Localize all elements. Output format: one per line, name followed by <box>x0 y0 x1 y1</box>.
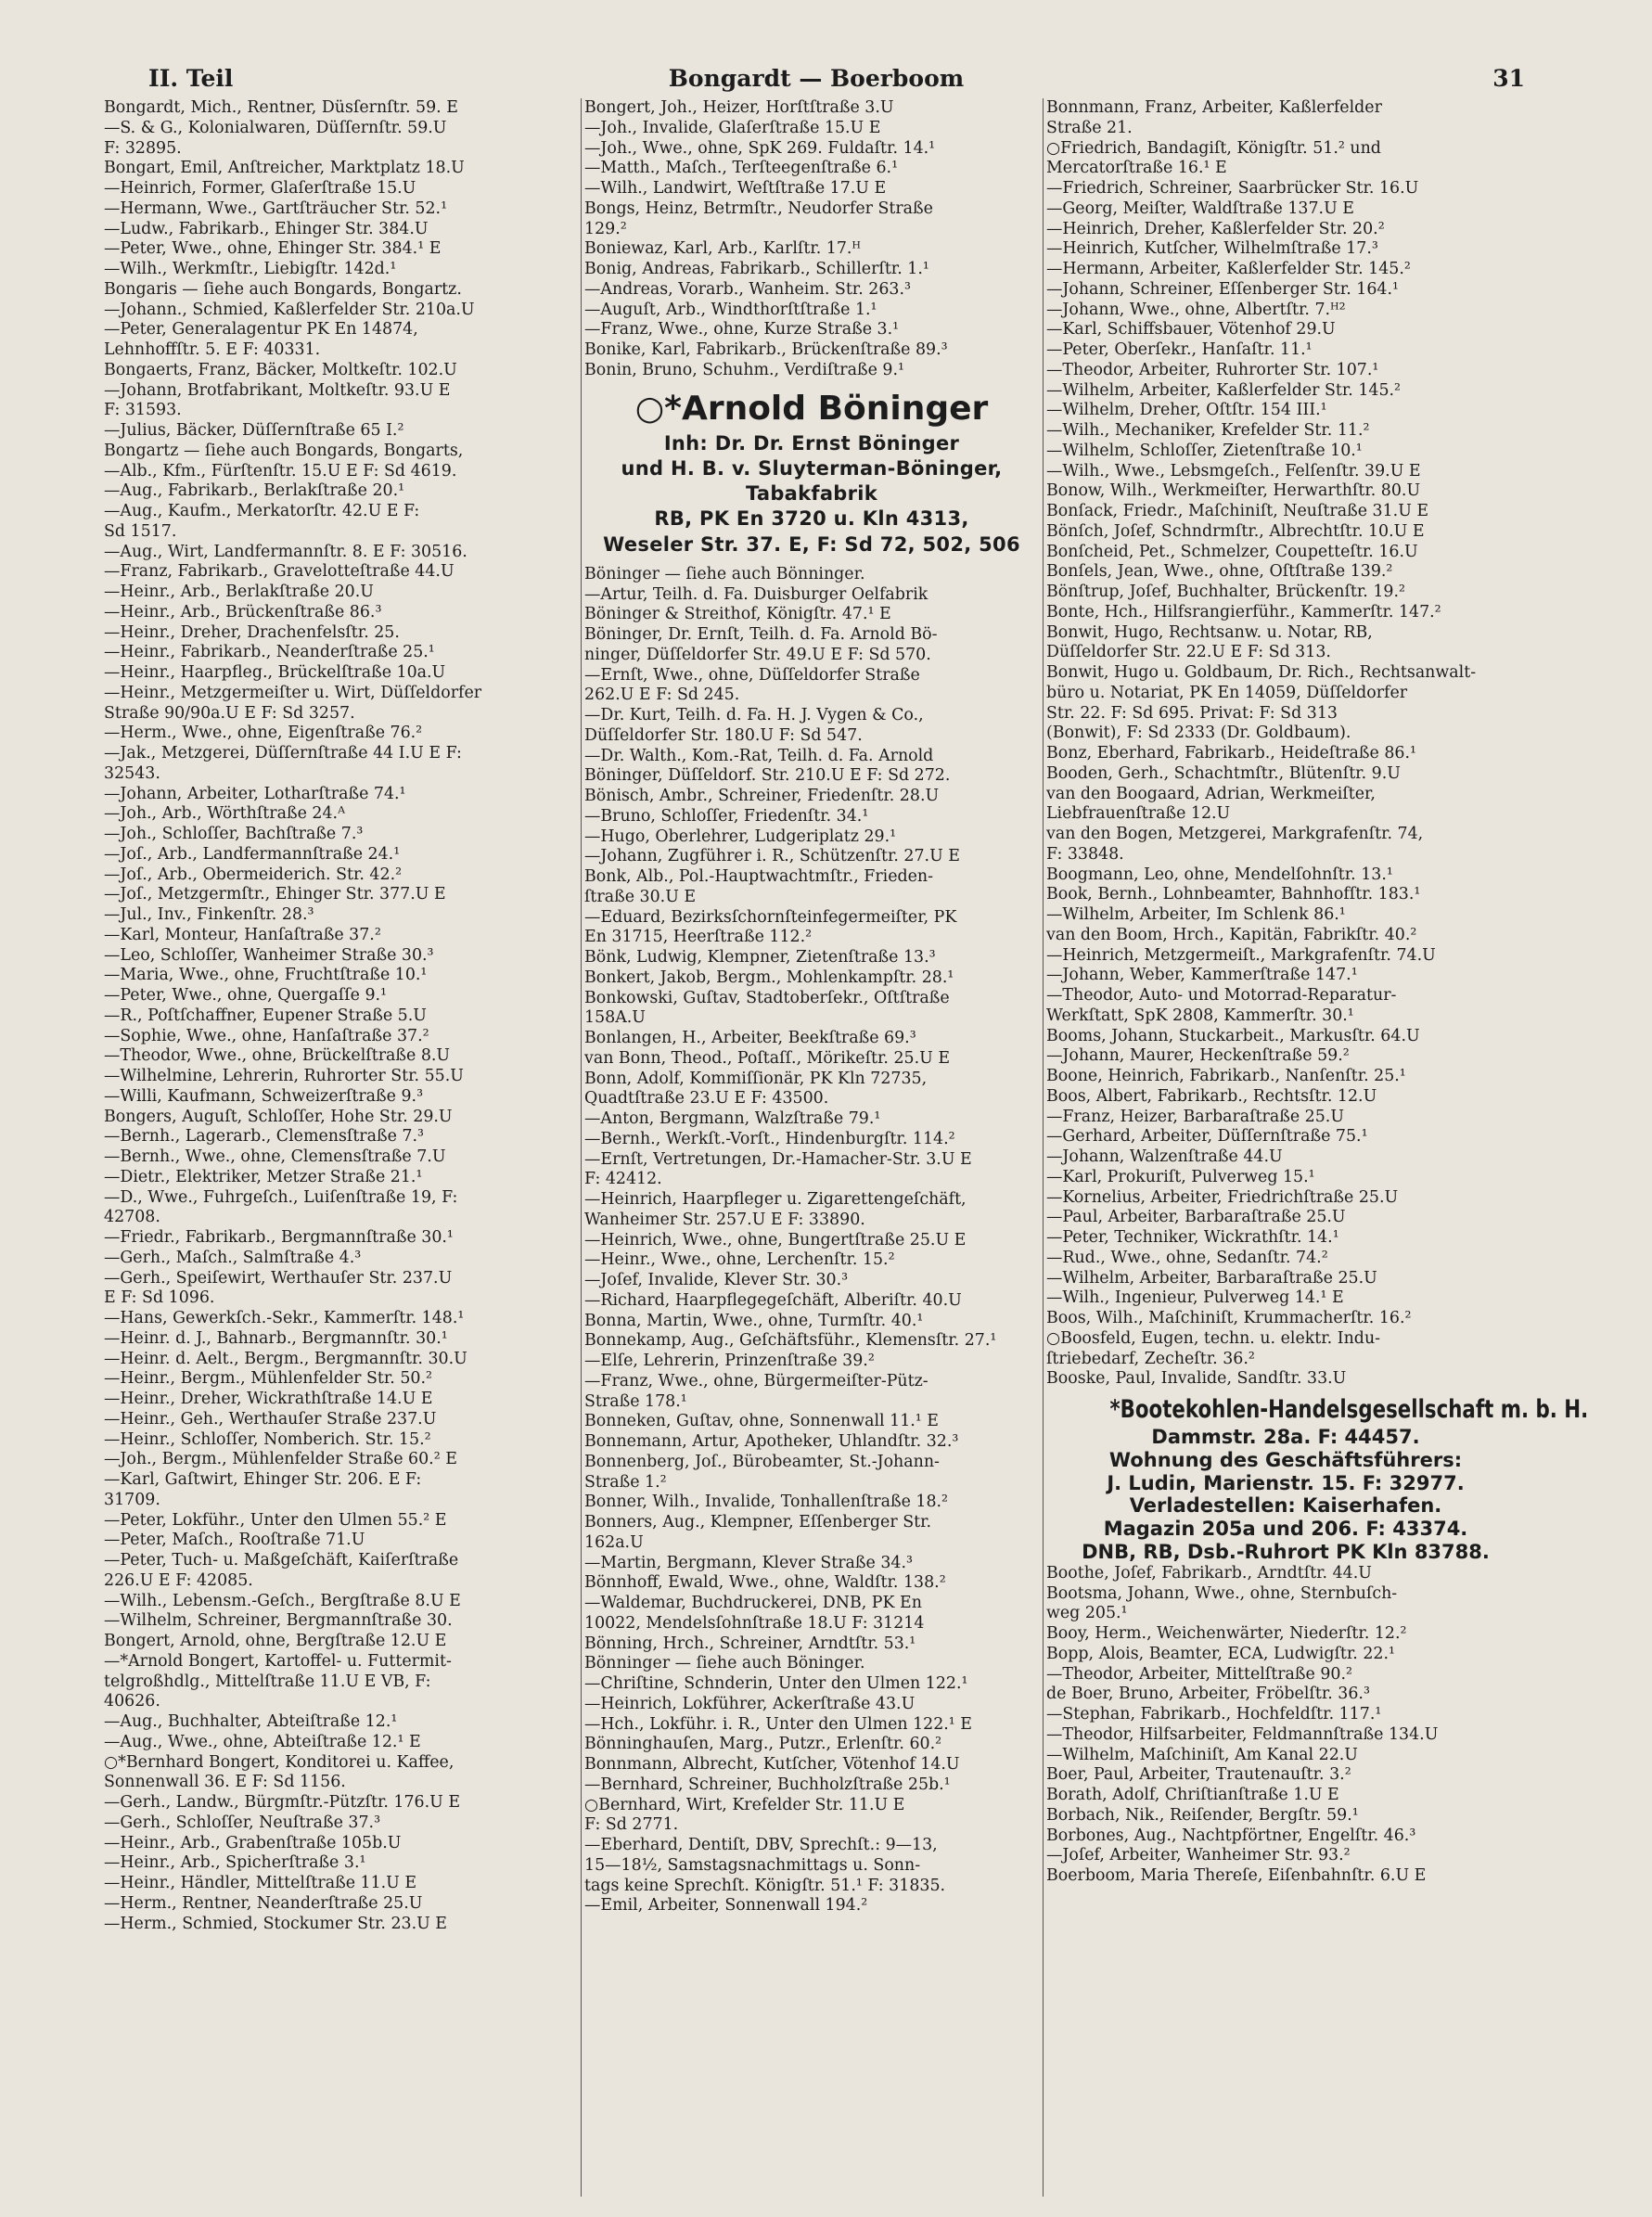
directory-entry-line: ○Boosfeld, Eugen, techn. u. elektr. Indu- <box>1046 1328 1381 1348</box>
directory-entry-line: Bönning, Hrch., Schreiner, Arndtſtr. 53.¹ <box>584 1634 916 1653</box>
directory-entry-line: Bopp, Alois, Beamter, ECA, Ludwigſtr. 22.¹ <box>1046 1644 1395 1663</box>
bootekohlen-ad-title: *Bootekohlen-Handelsgesellschaft m. b. H. <box>1109 1395 1589 1424</box>
directory-entry-line: —Aug., Buchhalter, Abteiſtraße 12.¹ <box>104 1712 398 1731</box>
directory-entry-line: Quadtſtraße 23.U E F: 43500. <box>584 1089 829 1108</box>
bootekohlen-ad-loading: Verladestellen: Kaiserhafen. <box>1129 1494 1442 1518</box>
directory-entry-line: —Wilhelm, Arbeiter, Im Schlenk 86.¹ <box>1046 905 1346 924</box>
directory-entry-line: —Artur, Teilh. d. Fa. Duisburger Oelfabrik <box>584 584 928 604</box>
directory-entry-line: —Ludw., Fabrikarb., Ehinger Str. 384.U <box>104 219 429 238</box>
directory-entry-line: —Heinrich, Metzgermeiſt., Markgrafenſtr. 74.U <box>1046 945 1436 965</box>
directory-entry-line: —Heinr., Arb., Brückenſtraße 86.³ <box>104 602 382 622</box>
directory-entry-line: Bonnenberg, Joſ., Bürobeamter, St.-Johann- <box>584 1452 940 1471</box>
boeninger-ad-accounts: RB, PK En 3720 u. Kln 4313, <box>654 507 969 531</box>
directory-entry-line: —Joh., Invalide, Glaſerſtraße 15.U E <box>584 118 881 137</box>
directory-entry-line: Bonz, Eberhard, Fabrikarb., Heideſtraße 86.¹ <box>1046 744 1416 762</box>
directory-entry-line: —Joh., Arb., Wörthſtraße 24.ᴬ <box>104 804 345 824</box>
directory-entry-line: —Wilh., Mechaniker, Krefelder Str. 11.² <box>1046 421 1370 440</box>
directory-entry-line: Bongert, Joh., Heizer, Horſtſtraße 3.U <box>584 98 894 117</box>
directory-entry-line: Bönisch, Ambr., Schreiner, Friedenſtr. 28.U <box>584 787 940 806</box>
directory-entry-line: —Elſe, Lehrerin, Prinzenſtraße 39.² <box>584 1352 875 1371</box>
directory-entry-line: F: Sd 2771. <box>584 1815 679 1835</box>
directory-entry-line: weg 205.¹ <box>1046 1604 1128 1623</box>
directory-entry-line: Bönſtrup, Joſef, Buchhalter, Brückenſtr. 19.² <box>1046 583 1405 601</box>
directory-entry-line: Bongart, Emil, Anſtreicher, Marktplatz 18.U <box>104 159 465 178</box>
directory-entry-line: —Aug., Fabrikarb., Berlakſtraße 20.¹ <box>104 481 405 501</box>
directory-entry-line: —Paul, Arbeiter, Barbaraſtraße 25.U <box>1046 1208 1346 1227</box>
directory-entry-line: telgroßhdlg., Mittelſtraße 11.U E VB, F: <box>104 1672 431 1691</box>
directory-entry-line: Straße 21. <box>1046 118 1133 137</box>
directory-entry-line: —Heinr., Arb., Spicherſtraße 3.¹ <box>104 1853 366 1873</box>
directory-entry-line: Book, Bernh., Lohnbeamter, Bahnhofſtr. 183.¹ <box>1046 885 1421 904</box>
directory-entry-line: Bönnhoff, Ewald, Wwe., ohne, Waldſtr. 138.² <box>584 1573 946 1593</box>
directory-entry-line: —Theodor, Auto- und Motorrad-Reparatur- <box>1046 986 1397 1005</box>
directory-entry-line: —Aug., Wwe., ohne, Abteiſtraße 12.¹ E <box>104 1732 421 1751</box>
directory-entry-line: —Eduard, Bezirksſchornſteinfegermeiſter, PK <box>584 907 957 927</box>
directory-entry-line: 15—18½, Samstagsnachmittags u. Sonn- <box>584 1855 921 1875</box>
directory-entry-line: —Johann., Schmied, Kaßlerfelder Str. 210a.U <box>104 300 475 319</box>
directory-entry-line: —Joſ., Arb., Landfermannſtraße 24.¹ <box>104 844 401 864</box>
directory-entry-line: —Gerhard, Arbeiter, Düſſernſtraße 75.¹ <box>1046 1127 1368 1147</box>
directory-entry-line: —Andreas, Vorarb., Wanheim. Str. 263.³ <box>584 279 911 299</box>
directory-entry-line: E F: Sd 1096. <box>104 1288 215 1308</box>
directory-entry-line: —Heinrich, Lokführer, Ackerſtraße 43.U <box>584 1694 916 1713</box>
directory-entry-line: F: 32895. <box>104 138 182 158</box>
directory-entry-line: büro u. Notariat, PK En 14059, Düſſeldorfer <box>1046 683 1408 702</box>
directory-entry-line: —Hermann, Arbeiter, Kaßlerfelder Str. 145.² <box>1046 260 1411 278</box>
directory-entry-line: —Wilh., Landwirt, Weſtſtraße 17.U E <box>584 179 887 198</box>
directory-entry-line: Boogmann, Leo, ohne, Mendelſohnſtr. 13.¹ <box>1046 865 1393 884</box>
directory-entry-line: Bonſels, Jean, Wwe., ohne, Oſtſtraße 139.² <box>1046 562 1393 582</box>
directory-entry-line: van Bonn, Theod., Poſtaſſ., Mörikeſtr. 25.U E <box>584 1048 951 1068</box>
directory-entry-line: —Johann, Brotfabrikant, Moltkeſtr. 93.U E <box>104 380 451 400</box>
page-header <box>0 59 1618 96</box>
directory-entry-line: —Franz, Wwe., ohne, Kurze Straße 3.¹ <box>584 320 900 340</box>
directory-entry-line: —Emil, Arbeiter, Sonnenwall 194.² <box>584 1896 868 1916</box>
directory-entry-line: —Rud., Wwe., ohne, Sedanſtr. 74.² <box>1046 1248 1328 1267</box>
boeninger-ad-owners: Inh: Dr. Dr. Ernst Böninger <box>663 431 960 455</box>
directory-entry-line: Boone, Heinrich, Fabrikarb., Nanſenſtr. 25.¹ <box>1046 1067 1406 1085</box>
directory-entry-line: Bonſack, Friedr., Maſchiniſt, Neuſtraße 31.U E <box>1046 502 1429 520</box>
directory-entry-line: —Hch., Lokführ. i. R., Unter den Ulmen 122.¹ E <box>584 1714 973 1734</box>
directory-entry-line: —Anton, Bergmann, Walzſtraße 79.¹ <box>584 1109 881 1129</box>
directory-entry-line: —Bernh., Wwe., ohne, Clemensſtraße 7.U <box>104 1147 446 1166</box>
directory-entry-line: Booden, Gerh., Schachtmſtr., Blütenſtr. 9.U <box>1046 763 1401 783</box>
directory-entry-line: Liebfrauenſtraße 12.U <box>1046 804 1231 824</box>
column-3 <box>1046 98 1589 2195</box>
directory-entry-line: Bonkert, Jakob, Bergm., Mohlenkampſtr. 28.¹ <box>584 968 954 987</box>
directory-entry-line: Boothe, Joſef, Fabrikarb., Arndtſtr. 44.U <box>1046 1563 1372 1583</box>
directory-entry-line: —Sophie, Wwe., ohne, Hanſaſtraße 37.² <box>104 1026 429 1045</box>
directory-entry-line: —Gerh., Schloſſer, Neuſtraße 37.³ <box>104 1813 381 1832</box>
directory-entry-line: van den Bogen, Metzgerei, Markgrafenſtr. 74, <box>1046 825 1424 843</box>
directory-entry-line: Sd 1517. <box>104 521 177 541</box>
directory-entry-line: Bonkowski, Guſtav, Stadtoberſekr., Oſtſtraße <box>584 988 950 1007</box>
directory-entry-line: —Heinrich, Former, Glaſerſtraße 15.U <box>104 179 416 198</box>
directory-entry-line: —Theodor, Hilfsarbeiter, Feldmannſtraße 134.U <box>1046 1724 1439 1744</box>
column-divider-right <box>1043 98 1044 2197</box>
directory-entry-line: Bonow, Wilh., Werkmeiſter, Herwarthſtr. 80.U <box>1046 481 1421 501</box>
page-number: 31 <box>1492 65 1525 92</box>
directory-entry-line: 158A.U <box>584 1008 646 1028</box>
directory-entry-line: —Herm., Schmied, Stockumer Str. 23.U E <box>104 1914 447 1933</box>
directory-entry-line: —Bernh., Lagerarb., Clemensſtraße 7.³ <box>104 1127 424 1147</box>
directory-entry-line: —Theodor, Arbeiter, Ruhrorter Str. 107.¹ <box>1046 360 1379 379</box>
directory-entry-line: —Wilhelmine, Lehrerin, Ruhrorter Str. 55.U <box>104 1067 464 1085</box>
directory-entry-line: 226.U E F: 42085. <box>104 1570 253 1590</box>
directory-entry-line: Bonners, Aug., Klempner, Eſſenberger Str. <box>584 1513 932 1532</box>
directory-entry-line: 162a.U <box>584 1532 644 1552</box>
directory-entry-line: —Peter, Generalagentur PK En 14874, <box>104 320 418 340</box>
directory-entry-line: tags keine Sprechſt. Königſtr. 51.¹ F: 31835. <box>584 1876 946 1895</box>
directory-entry-line: Boerboom, Maria Thereſe, Eiſenbahnſtr. 6.U E <box>1046 1866 1427 1886</box>
boeninger-ad-title <box>584 387 1039 431</box>
boeninger-advertisement <box>584 387 1039 565</box>
directory-entry-line: Wanheimer Str. 257.U E F: 33890. <box>584 1210 865 1229</box>
directory-entry-line: —Heinr. d. J., Bahnarb., Bergmannſtr. 30.¹ <box>104 1328 448 1348</box>
directory-entry-line: ſtriebedarf, Zecheſtr. 36.² <box>1046 1349 1255 1368</box>
directory-entry-line: —Alb., Kfm., Fürſtenſtr. 15.U E F: Sd 4619. <box>104 461 457 481</box>
bootekohlen-ad-residence-label: Wohnung des Geschäftsführers: <box>1108 1448 1463 1471</box>
directory-entry-line: —Georg, Meiſter, Waldſtraße 137.U E <box>1046 199 1354 218</box>
directory-entry-line: 31709. <box>104 1490 160 1509</box>
directory-entry-line: —Auguſt, Arb., Windthorſtſtraße 1.¹ <box>584 300 877 319</box>
directory-entry-line: —Heinrich, Wwe., ohne, Bungertſtraße 25.U E <box>584 1230 967 1249</box>
directory-entry-line: van den Boom, Hrch., Kapitän, Fabrikſtr. 40.² <box>1046 925 1417 944</box>
directory-entry-line: 129.² <box>584 219 627 238</box>
directory-entry-line: F: 31593. <box>104 401 182 420</box>
directory-entry-line: —Dietr., Elektriker, Metzer Straße 21.¹ <box>104 1167 423 1186</box>
directory-entry-line: Bonin, Bruno, Schuhm., Verdiſtraße 9.¹ <box>584 360 904 379</box>
directory-entry-line: Bonwit, Hugo u. Goldbaum, Dr. Rich., Rechtsanwalt- <box>1046 663 1477 682</box>
directory-entry-line: —Julius, Bäcker, Düſſernſtraße 65 I.² <box>104 421 404 440</box>
directory-entry-line: —Wilhelm, Arbeiter, Kaßlerfelder Str. 145.² <box>1046 380 1402 400</box>
directory-entry-line: Bonte, Hch., Hilfsrangierführ., Kammerſtr. 147.² <box>1046 602 1441 622</box>
directory-entry-line: —Heinr., Geh., Werthauſer Straße 237.U <box>104 1409 437 1429</box>
directory-entry-line: ○*Bernhard Bongert, Konditorei u. Kaffee, <box>104 1752 455 1772</box>
directory-entry-line: —Waldemar, Buchdruckerei, DNB, PK En <box>584 1594 922 1613</box>
directory-entry-line: 10022, Mendelsſohnſtraße 18.U F: 31214 <box>584 1613 925 1633</box>
directory-entry-line: Bonnmann, Albrecht, Kutſcher, Vötenhof 14.U <box>584 1755 960 1775</box>
directory-entry-line: —Jul., Inv., Finkenſtr. 28.³ <box>104 905 314 924</box>
boeninger-ad-owners-2: und H. B. v. Sluyterman-Böninger, <box>621 456 1003 480</box>
directory-entry-line: —Friedr., Fabrikarb., Bergmannſtraße 30.¹ <box>104 1228 454 1247</box>
directory-entry-line: —Heinrich, Dreher, Kaßlerfelder Str. 20.² <box>1046 219 1385 238</box>
directory-entry-line: —Friedrich, Schreiner, Saarbrücker Str. 16.U <box>1046 179 1419 198</box>
directory-entry-line: —Ernſt, Wwe., ohne, Düſſeldorfer Straße <box>584 665 920 685</box>
directory-entry-line: Mercatorſtraße 16.¹ E <box>1046 159 1227 178</box>
directory-entry-line: —Johann, Maurer, Heckenſtraße 59.² <box>1046 1046 1350 1066</box>
directory-entry-line: Borath, Adolf, Chriſtianſtraße 1.U E <box>1046 1786 1339 1805</box>
directory-entry-line: Bönninger — ſiehe auch Böninger. <box>584 1654 865 1673</box>
directory-entry-line: —Matth., Maſch., Terſteegenſtraße 6.¹ <box>584 159 899 178</box>
directory-entry-line: —Joh., Schloſſer, Bachſtraße 7.³ <box>104 825 364 843</box>
directory-entry-line: —Dr. Walth., Kom.-Rat, Teilh. d. Fa. Arnold <box>584 746 934 765</box>
directory-entry-line: —Heinr., Fabrikarb., Neanderſtraße 25.¹ <box>104 643 435 662</box>
directory-entry-line: —Theodor, Wwe., ohne, Brückelſtraße 8.U <box>104 1046 451 1066</box>
directory-entry-line: —Karl, Schiffsbauer, Vötenhof 29.U <box>1046 320 1336 340</box>
directory-entry-line: —Peter, Techniker, Wickrathſtr. 14.¹ <box>1046 1228 1339 1247</box>
directory-entry-line: 40626. <box>104 1692 160 1711</box>
directory-entry-line: ſtraße 30.U E <box>584 887 697 906</box>
directory-entry-line: —Gerh., Maſch., Salmſtraße 4.³ <box>104 1248 362 1267</box>
directory-entry-line: —Franz, Fabrikarb., Gravelotteſtraße 44.U <box>104 562 455 582</box>
column-3-entries-bottom <box>1046 1564 1525 1887</box>
directory-entry-line: —Wilhelm, Schloſſer, Zietenſtraße 10.¹ <box>1046 441 1363 460</box>
directory-entry-line: —Wilhelm, Arbeiter, Barbaraſtraße 25.U <box>1046 1268 1377 1288</box>
directory-entry-line: —Richard, Haarpflegegeſchäft, Alberiſtr. 40.U <box>584 1290 962 1310</box>
directory-entry-line: —Bernhard, Schreiner, Buchholzſtraße 25b.¹ <box>584 1775 951 1794</box>
directory-entry-line: —Heinrich, Kutſcher, Wilhelmſtraße 17.³ <box>1046 239 1378 259</box>
directory-entry-line: 262.U E F: Sd 245. <box>584 686 740 705</box>
directory-entry-line: Bonnemann, Artur, Apotheker, Uhlandſtr. 32.³ <box>584 1432 959 1452</box>
directory-entry-line: —Joſef, Invalide, Klever Str. 30.³ <box>584 1271 849 1290</box>
directory-entry-line: Bönninghauſen, Marg., Putzr., Erlenſtr. 60.² <box>584 1735 942 1754</box>
directory-entry-line: —Karl, Prokuriſt, Pulverweg 15.¹ <box>1046 1167 1315 1186</box>
directory-entry-line: —Hans, Gewerkſch.-Sekr., Kammerſtr. 148.¹ <box>104 1309 465 1327</box>
column-2-entries-bottom <box>584 565 1039 1916</box>
bootekohlen-ad-manager: J. Ludin, Marienstr. 15. F: 32977. <box>1107 1471 1465 1494</box>
directory-entry-line: —Ernſt, Vertretungen, Dr.-Hamacher-Str. 3.U E <box>584 1149 972 1169</box>
directory-entry-line: Boos, Wilh., Maſchiniſt, Krummacherſtr. 16.² <box>1046 1309 1412 1327</box>
directory-entry-line: —Karl, Gaſtwirt, Ehinger Str. 206. E F: <box>104 1470 422 1489</box>
directory-entry-line: Bonner, Wilh., Invalide, Tonhallenſtraße 18.² <box>584 1493 949 1512</box>
directory-entry-line: ○Friedrich, Bandagiſt, Königſtr. 51.² und <box>1046 138 1381 158</box>
directory-entry-line: Bonnekamp, Aug., Geſchäftsführ., Klemensſtr. 27.¹ <box>584 1331 997 1351</box>
directory-entry-line: —Heinr., Bergm., Mühlenfelder Str. 50.² <box>104 1369 432 1389</box>
directory-entry-line: —Peter, Oberſekr., Hanſaſtr. 11.¹ <box>1046 340 1313 359</box>
directory-entry-line: —Heinr., Schloſſer, Nomberich. Str. 15.² <box>104 1429 431 1449</box>
directory-entry-line: —Heinr., Metzgermeiſter u. Wirt, Düſſeldorfer <box>104 683 482 702</box>
directory-entry-line: —Karl, Monteur, Hanſaſtraße 37.² <box>104 925 381 944</box>
directory-entry-line: —Johann, Schreiner, Eſſenberger Str. 164.¹ <box>1046 279 1399 299</box>
directory-entry-line: —Heinr., Dreher, Wickrathſtraße 14.U E <box>104 1390 433 1408</box>
directory-entry-line: Booy, Herm., Weichenwärter, Niederſtr. 12.² <box>1046 1624 1407 1644</box>
directory-entry-line: —Heinr. d. Aelt., Bergm., Bergmannſtr. 30.U <box>104 1349 467 1368</box>
directory-entry-line: —Joh., Wwe., ohne, SpK 269. Fuldaſtr. 14.¹ <box>584 138 936 158</box>
directory-entry-line: Bongaris — ſiehe auch Bongards, Bongartz. <box>104 279 462 299</box>
directory-entry-line: Böninger, Dr. Ernſt, Teilh. d. Fa. Arnold Bö- <box>584 625 938 645</box>
column-2 <box>584 98 1039 2195</box>
directory-entry-line: (Bonwit), F: Sd 2333 (Dr. Goldbaum). <box>1046 724 1351 743</box>
directory-entry-line: Bonneken, Guſtav, ohne, Sonnenwall 11.¹ E <box>584 1412 939 1431</box>
directory-entry-line: Böninger & Streithof, Königſtr. 47.¹ E <box>584 605 891 624</box>
directory-entry-line: —Herm., Rentner, Neanderſtraße 25.U <box>104 1893 423 1913</box>
directory-entry-line: F: 33848. <box>1046 844 1124 864</box>
directory-entry-line: Lehnhoffſtr. 5. E F: 40331. <box>104 340 321 359</box>
directory-entry-line: —Johann, Zugführer i. R., Schützenſtr. 27.U E <box>584 847 960 866</box>
directory-entry-line: —*Arnold Bongert, Kartoffel- u. Futtermit- <box>104 1651 452 1671</box>
directory-entry-line: Düſſeldorfer Str. 180.U F: Sd 547. <box>584 725 863 745</box>
directory-entry-line: Boos, Albert, Fabrikarb., Rechtsſtr. 12.U <box>1046 1086 1377 1106</box>
directory-entry-line: Böninger — ſiehe auch Bönninger. <box>584 564 865 583</box>
directory-entry-line: Bonike, Karl, Fabrikarb., Brückenſtraße 89.³ <box>584 340 948 359</box>
directory-entry-line: van den Boogaard, Adrian, Werkmeiſter, <box>1046 784 1376 803</box>
directory-entry-line: Booms, Johann, Stuckarbeit., Markusſtr. 64.U <box>1046 1026 1420 1045</box>
directory-entry-line: —S. & G., Kolonialwaren, Düſſernſtr. 59.U <box>104 118 447 137</box>
directory-entry-line: —Peter, Tuch- u. Maßgeſchäft, Kaiſerſtraße <box>104 1551 459 1570</box>
directory-entry-line: Bongardt, Mich., Rentner, Düsſernſtr. 59. E <box>104 98 458 117</box>
directory-entry-line: 32543. <box>104 763 160 783</box>
bootekohlen-advertisement <box>1046 1393 1589 1564</box>
directory-entry-line: —Franz, Wwe., ohne, Bürgermeiſter-Pütz- <box>584 1371 928 1390</box>
directory-entry-line: Böninger, Düſſeldorf. Str. 210.U E F: Sd 272. <box>584 766 951 786</box>
bootekohlen-ad-magazine: Magazin 205a und 206. F: 43374. <box>1103 1518 1468 1541</box>
directory-entry-line: Bootsma, Johann, Wwe., ohne, Sternbuſch- <box>1046 1583 1398 1603</box>
directory-entry-line: —Franz, Heizer, Barbaraſtraße 25.U <box>1046 1107 1344 1126</box>
directory-entry-line: Straße 1.² <box>584 1472 667 1492</box>
directory-entry-line: Bonwit, Hugo, Rechtsanw. u. Notar, RB, <box>1046 622 1373 642</box>
directory-entry-line: Straße 178.¹ <box>584 1391 687 1411</box>
directory-entry-line: Bongaerts, Franz, Bäcker, Moltkeſtr. 102.U <box>104 360 457 379</box>
directory-entry-line: —Hermann, Wwe., Gartſträucher Str. 52.¹ <box>104 199 448 218</box>
directory-entry-line: —Heinrich, Haarpfleger u. Zigarettengeſchäft, <box>584 1190 967 1210</box>
directory-entry-line: —Bernh., Werkſt.-Vorſt., Hindenburgſtr. 114.² <box>584 1129 955 1148</box>
directory-entry-line: Bonig, Andreas, Fabrikarb., Schillerſtr. 1.¹ <box>584 260 929 278</box>
boeninger-ad-business: Tabakfabrik <box>745 482 878 506</box>
directory-entry-line: —D., Wwe., Fuhrgeſch., Luiſenſtraße 19, F: <box>104 1187 458 1207</box>
directory-entry-line: —Peter, Wwe., ohne, Ehinger Str. 384.¹ E <box>104 239 442 259</box>
directory-entry-line: Straße 90/90a.U E F: Sd 3257. <box>104 703 355 723</box>
directory-entry-line: —Wilh., Lebensm.-Geſch., Bergſtraße 8.U E <box>104 1591 461 1610</box>
directory-entry-line: —Kornelius, Arbeiter, Friedrichſtraße 25.U <box>1046 1187 1399 1207</box>
directory-entry-line: —Leo, Schloſſer, Wanheimer Straße 30.³ <box>104 945 434 965</box>
directory-entry-line: Boniewaz, Karl, Arb., Karlſtr. 17.ᴴ <box>584 239 861 259</box>
directory-entry-line: ○Bernhard, Wirt, Krefelder Str. 11.U E <box>584 1795 905 1814</box>
directory-entry-line: Bonk, Alb., Pol.-Hauptwachtmſtr., Frieden- <box>584 867 933 887</box>
directory-entry-line: Sonnenwall 36. E F: Sd 1156. <box>104 1773 346 1792</box>
directory-entry-line: Bonſcheid, Pet., Schmelzer, Coupetteſtr. 16.U <box>1046 542 1418 561</box>
column-divider-left <box>581 98 582 2197</box>
directory-entry-line: de Boer, Bruno, Arbeiter, Fröbelſtr. 36.³ <box>1046 1685 1370 1704</box>
directory-entry-line: —Aug., Wirt, Landfermannſtr. 8. E F: 30516. <box>104 542 467 561</box>
directory-entry-line: —Johann, Weber, Kammerſtraße 147.¹ <box>1046 966 1358 985</box>
directory-entry-line: —Wilhelm, Dreher, Oſtſtr. 154 III.¹ <box>1046 401 1327 420</box>
boeninger-ad-name: *Arnold Böninger <box>664 389 989 428</box>
directory-entry-line: —Gerh., Landw., Bürgmſtr.-Pützſtr. 176.U E <box>104 1793 461 1812</box>
directory-entry-line: F: 42412. <box>584 1170 662 1189</box>
directory-entry-line: —Joſ., Arb., Obermeiderich. Str. 42.² <box>104 865 403 884</box>
bootekohlen-ad-address: Dammstr. 28a. F: 44457. <box>1151 1426 1420 1448</box>
directory-entry-line: Bongartz — ſiehe auch Bongards, Bongarts, <box>104 441 464 460</box>
directory-entry-line: —Chriſtine, Schnderin, Unter den Ulmen 122.¹ <box>584 1674 968 1694</box>
directory-entry-line: Str. 22. F: Sd 695. Privat: F: Sd 313 <box>1046 703 1338 723</box>
directory-entry-line: ninger, Düſſeldorfer Str. 49.U E F: Sd 570. <box>584 645 931 664</box>
directory-entry-line: —Hugo, Oberlehrer, Ludgeriplatz 29.¹ <box>584 827 897 846</box>
directory-entry-line: —Heinr., Dreher, Drachenfelsſtr. 25. <box>104 622 400 642</box>
directory-entry-line: —Dr. Kurt, Teilh. d. Fa. H. J. Vygen & Co., <box>584 706 924 725</box>
page-range-title: Bongardt — Boerboom <box>668 65 965 92</box>
directory-entry-line: —Peter, Wwe., ohne, Quergaſſe 9.¹ <box>104 986 388 1005</box>
column-1 <box>104 98 577 2195</box>
bootekohlen-ad-accounts: DNB, RB, Dsb.-Ruhrort PK Kln 83788. <box>1082 1540 1490 1563</box>
directory-entry-line: —Eberhard, Dentiſt, DBV, Sprechſt.: 9—13, <box>584 1836 938 1855</box>
directory-entry-line: —Wilh., Wwe., Lebsmgeſch., Felſenſtr. 39.U E <box>1046 461 1421 481</box>
directory-entry-line: —Bruno, Schloſſer, Friedenſtr. 34.¹ <box>584 806 869 826</box>
directory-entry-line: —Heinr., Wwe., ohne, Lerchenſtr. 15.² <box>584 1250 895 1270</box>
directory-entry-line: Bongert, Arnold, ohne, Bergſtraße 12.U E <box>104 1632 447 1650</box>
directory-entry-line: Bonnmann, Franz, Arbeiter, Kaßlerfelder <box>1046 98 1382 117</box>
directory-entry-line: —Johann, Arbeiter, Lotharſtraße 74.¹ <box>104 784 406 803</box>
directory-entry-line: Bongers, Auguſt, Schloſſer, Hohe Str. 29.U <box>104 1107 453 1126</box>
directory-entry-line: —Theodor, Arbeiter, Mittelſtraße 90.² <box>1046 1664 1352 1684</box>
column-2-entries-top <box>584 98 1039 381</box>
directory-entry-line: —Wilhelm, Maſchiniſt, Am Kanal 22.U <box>1046 1745 1358 1764</box>
ornament-icon: ○ <box>634 389 665 428</box>
directory-entry-line: Borbach, Nik., Reiſender, Bergſtr. 59.¹ <box>1046 1805 1359 1825</box>
directory-entry-line: —Aug., Kaufm., Merkatorſtr. 42.U E F: <box>104 502 420 520</box>
directory-entry-line: —Heinr., Arb., Berlakſtraße 20.U <box>104 583 374 601</box>
directory-entry-line: —Heinr., Händler, Mittelſtraße 11.U E <box>104 1874 417 1892</box>
directory-entry-line: Bonlangen, H., Arbeiter, Beekſtraße 69.³ <box>584 1029 916 1048</box>
directory-entry-line: Bonn, Adolf, Kommiſſionär, PK Kln 72735, <box>584 1069 928 1088</box>
directory-entry-line: Bonna, Martin, Wwe., ohne, Turmſtr. 40.¹ <box>584 1311 924 1330</box>
directory-entry-line: Booske, Paul, Invalide, Sandſtr. 33.U <box>1046 1369 1347 1389</box>
directory-entry-line: 42708. <box>104 1208 160 1227</box>
boeninger-ad-address: Weseler Str. 37. E, F: Sd 72, 502, 506 <box>603 532 1020 556</box>
directory-entry-line: —Joſ., Metzgermſtr., Ehinger Str. 377.U E <box>104 885 446 904</box>
directory-entry-line: —Wilh., Werkmſtr., Liebigſtr. 142d.¹ <box>104 260 397 278</box>
directory-entry-line: —Wilhelm, Schreiner, Bergmannſtraße 30. <box>104 1611 453 1631</box>
directory-entry-line: —Joh., Bergm., Mühlenfelder Straße 60.² E <box>104 1450 457 1469</box>
directory-entry-line: Düſſeldorfer Str. 22.U E F: Sd 313. <box>1046 643 1331 662</box>
directory-entry-line: —Wilh., Ingenieur, Pulverweg 14.¹ E <box>1046 1288 1344 1308</box>
directory-entry-line: —Heinr., Arb., Grabenſtraße 105b.U <box>104 1833 402 1852</box>
directory-entry-line: En 31715, Heerſtraße 112.² <box>584 928 813 947</box>
directory-entry-line: —Jak., Metzgerei, Düſſernſtraße 44 I.U E F: <box>104 744 462 762</box>
part-label: II. Teil <box>148 65 234 92</box>
directory-entry-line: —Willi, Kaufmann, Schweizerſtraße 9.³ <box>104 1086 424 1106</box>
directory-entry-line: —Johann, Walzenſtraße 44.U <box>1046 1147 1283 1166</box>
directory-entry-line: Werkſtatt, SpK 2808, Kammerſtr. 30.¹ <box>1046 1006 1354 1025</box>
directory-entry-line: —Maria, Wwe., ohne, Fruchtſtraße 10.¹ <box>104 966 428 985</box>
directory-entry-line: —Peter, Maſch., Rooſtraße 71.U <box>104 1531 365 1550</box>
directory-entry-line: —Martin, Bergmann, Klever Straße 34.³ <box>584 1553 913 1572</box>
directory-entry-line: Bönk, Ludwig, Klempner, Zietenſtraße 13.³ <box>584 948 936 968</box>
directory-entry-line: —Johann, Wwe., ohne, Albertſtr. 7.ᴴ² <box>1046 300 1346 319</box>
directory-entry-line: —Herm., Wwe., ohne, Eigenſtraße 76.² <box>104 724 423 743</box>
directory-entry-line: Bönſch, Joſef, Schndrmſtr., Albrechtſtr. 10.U E <box>1046 521 1425 541</box>
directory-entry-line: —Stephan, Fabrikarb., Hochfeldſtr. 117.¹ <box>1046 1705 1382 1724</box>
directory-entry-line: Borbones, Aug., Nachtpförtner, Engelſtr. 46.³ <box>1046 1826 1416 1845</box>
directory-entry-line: —Heinr., Haarpfleg., Brückelſtraße 10a.U <box>104 663 446 682</box>
directory-entry-line: —R., Poſtſchaffner, Eupener Straße 5.U <box>104 1006 427 1025</box>
directory-entry-line: —Peter, Lokführ., Unter den Ulmen 55.² E <box>104 1510 447 1530</box>
column-1-entries <box>104 98 577 1934</box>
directory-entry-line: Bongs, Heinz, Betrmſtr., Neudorfer Straße <box>584 199 933 218</box>
directory-entry-line: —Gerh., Speiſewirt, Werthauſer Str. 237.U <box>104 1268 453 1288</box>
column-3-entries-top <box>1046 98 1525 1390</box>
directory-entry-line: —Joſef, Arbeiter, Wanheimer Str. 93.² <box>1046 1846 1351 1865</box>
directory-entry-line: Boer, Paul, Arbeiter, Trautenauſtr. 3.² <box>1046 1765 1351 1785</box>
